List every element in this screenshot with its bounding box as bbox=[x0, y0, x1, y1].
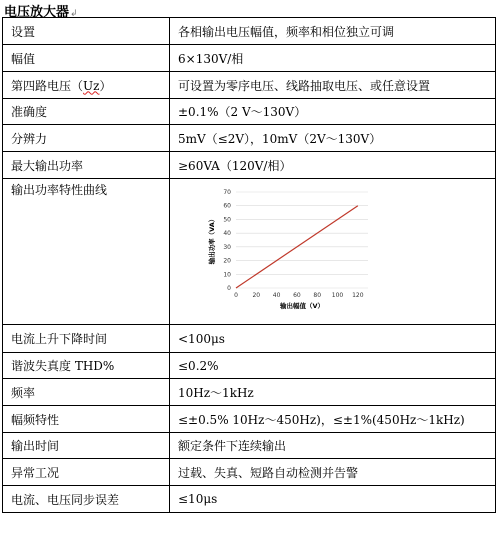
x-tick-label: 80 bbox=[313, 291, 322, 299]
y-tick-label: 60 bbox=[223, 202, 231, 210]
power-curve-chart bbox=[202, 184, 378, 318]
row-key: 谐波失真度 THD% bbox=[3, 353, 170, 379]
row-key: 输出时间 bbox=[3, 433, 170, 459]
row-value: ±0.1%（2 V～130V） bbox=[170, 99, 496, 125]
y-tick-label: 30 bbox=[223, 243, 231, 251]
table-row bbox=[3, 325, 496, 353]
chart-cell bbox=[170, 179, 496, 325]
row-key: 幅值 bbox=[3, 45, 170, 72]
y-tick-label: 50 bbox=[223, 215, 231, 223]
spec-table bbox=[2, 17, 496, 513]
row-value: 10Hz～1kHz bbox=[170, 379, 496, 406]
row-value: ≥60VA（120V/相） bbox=[170, 152, 496, 179]
row-value: 可设置为零序电压、线路抽取电压、或任意设置 bbox=[170, 72, 496, 99]
table-row bbox=[3, 486, 496, 513]
row-key: 频率 bbox=[3, 379, 170, 406]
table-row bbox=[3, 459, 496, 486]
row-key: 设置 bbox=[3, 18, 170, 45]
table-row bbox=[3, 125, 496, 152]
x-axis-label: 输出幅值（V） bbox=[279, 301, 325, 310]
table-row bbox=[3, 99, 496, 125]
row-value: ≤0.2% bbox=[170, 353, 496, 379]
row-key: 准确度 bbox=[3, 99, 170, 125]
row-key: 电流、电压同步误差 bbox=[3, 486, 170, 513]
row-value: 各相输出电压幅值，频率和相位独立可调 bbox=[170, 18, 496, 45]
x-tick-label: 20 bbox=[252, 291, 261, 299]
row-value: <100μs bbox=[170, 325, 496, 353]
row-key: 电流上升下降时间 bbox=[3, 325, 170, 353]
row-key: 幅频特性 bbox=[3, 406, 170, 433]
row-key: 异常工况 bbox=[3, 459, 170, 486]
y-tick-label: 70 bbox=[223, 188, 231, 196]
table-row bbox=[3, 433, 496, 459]
x-tick-label: 0 bbox=[234, 291, 238, 299]
row-key: 最大输出功率 bbox=[3, 152, 170, 179]
document-title: 电压放大器↲ bbox=[4, 5, 78, 20]
y-tick-label: 0 bbox=[227, 284, 231, 292]
row-value: ≤10μs bbox=[170, 486, 496, 513]
row-key: 第四路电压（Uz） bbox=[3, 72, 170, 99]
row-value: 额定条件下连续输出 bbox=[170, 433, 496, 459]
table-row bbox=[3, 72, 496, 99]
x-tick-label: 60 bbox=[293, 291, 301, 299]
table-row bbox=[3, 152, 496, 179]
spellcheck-underlined-text: Uz bbox=[83, 78, 100, 93]
x-tick-label: 40 bbox=[272, 291, 281, 299]
x-tick-label: 120 bbox=[352, 291, 364, 299]
row-value: 6×130V/相 bbox=[170, 45, 496, 72]
table-row bbox=[3, 406, 496, 433]
row-key: 输出功率特性曲线 bbox=[3, 179, 170, 325]
y-axis-label: 输出功率（VA） bbox=[208, 215, 216, 264]
x-tick-label: 100 bbox=[331, 291, 344, 299]
table-row bbox=[3, 179, 496, 325]
y-tick-label: 20 bbox=[223, 257, 231, 265]
y-tick-label: 10 bbox=[223, 270, 231, 278]
row-value: 5mV（≤2V），10mV（2V～130V） bbox=[170, 125, 496, 152]
row-value: 过载、失真、短路自动检测并告警 bbox=[170, 459, 496, 486]
table-row bbox=[3, 18, 496, 45]
y-tick-label: 40 bbox=[223, 229, 231, 237]
table-row bbox=[3, 353, 496, 379]
row-value: ≤±0.5% 10Hz～450Hz)，≤±1%(450Hz～1kHz) bbox=[170, 406, 496, 433]
table-row bbox=[3, 45, 496, 72]
paragraph-mark: ↲ bbox=[70, 9, 78, 19]
table-row bbox=[3, 379, 496, 406]
row-key: 分辨力 bbox=[3, 125, 170, 152]
